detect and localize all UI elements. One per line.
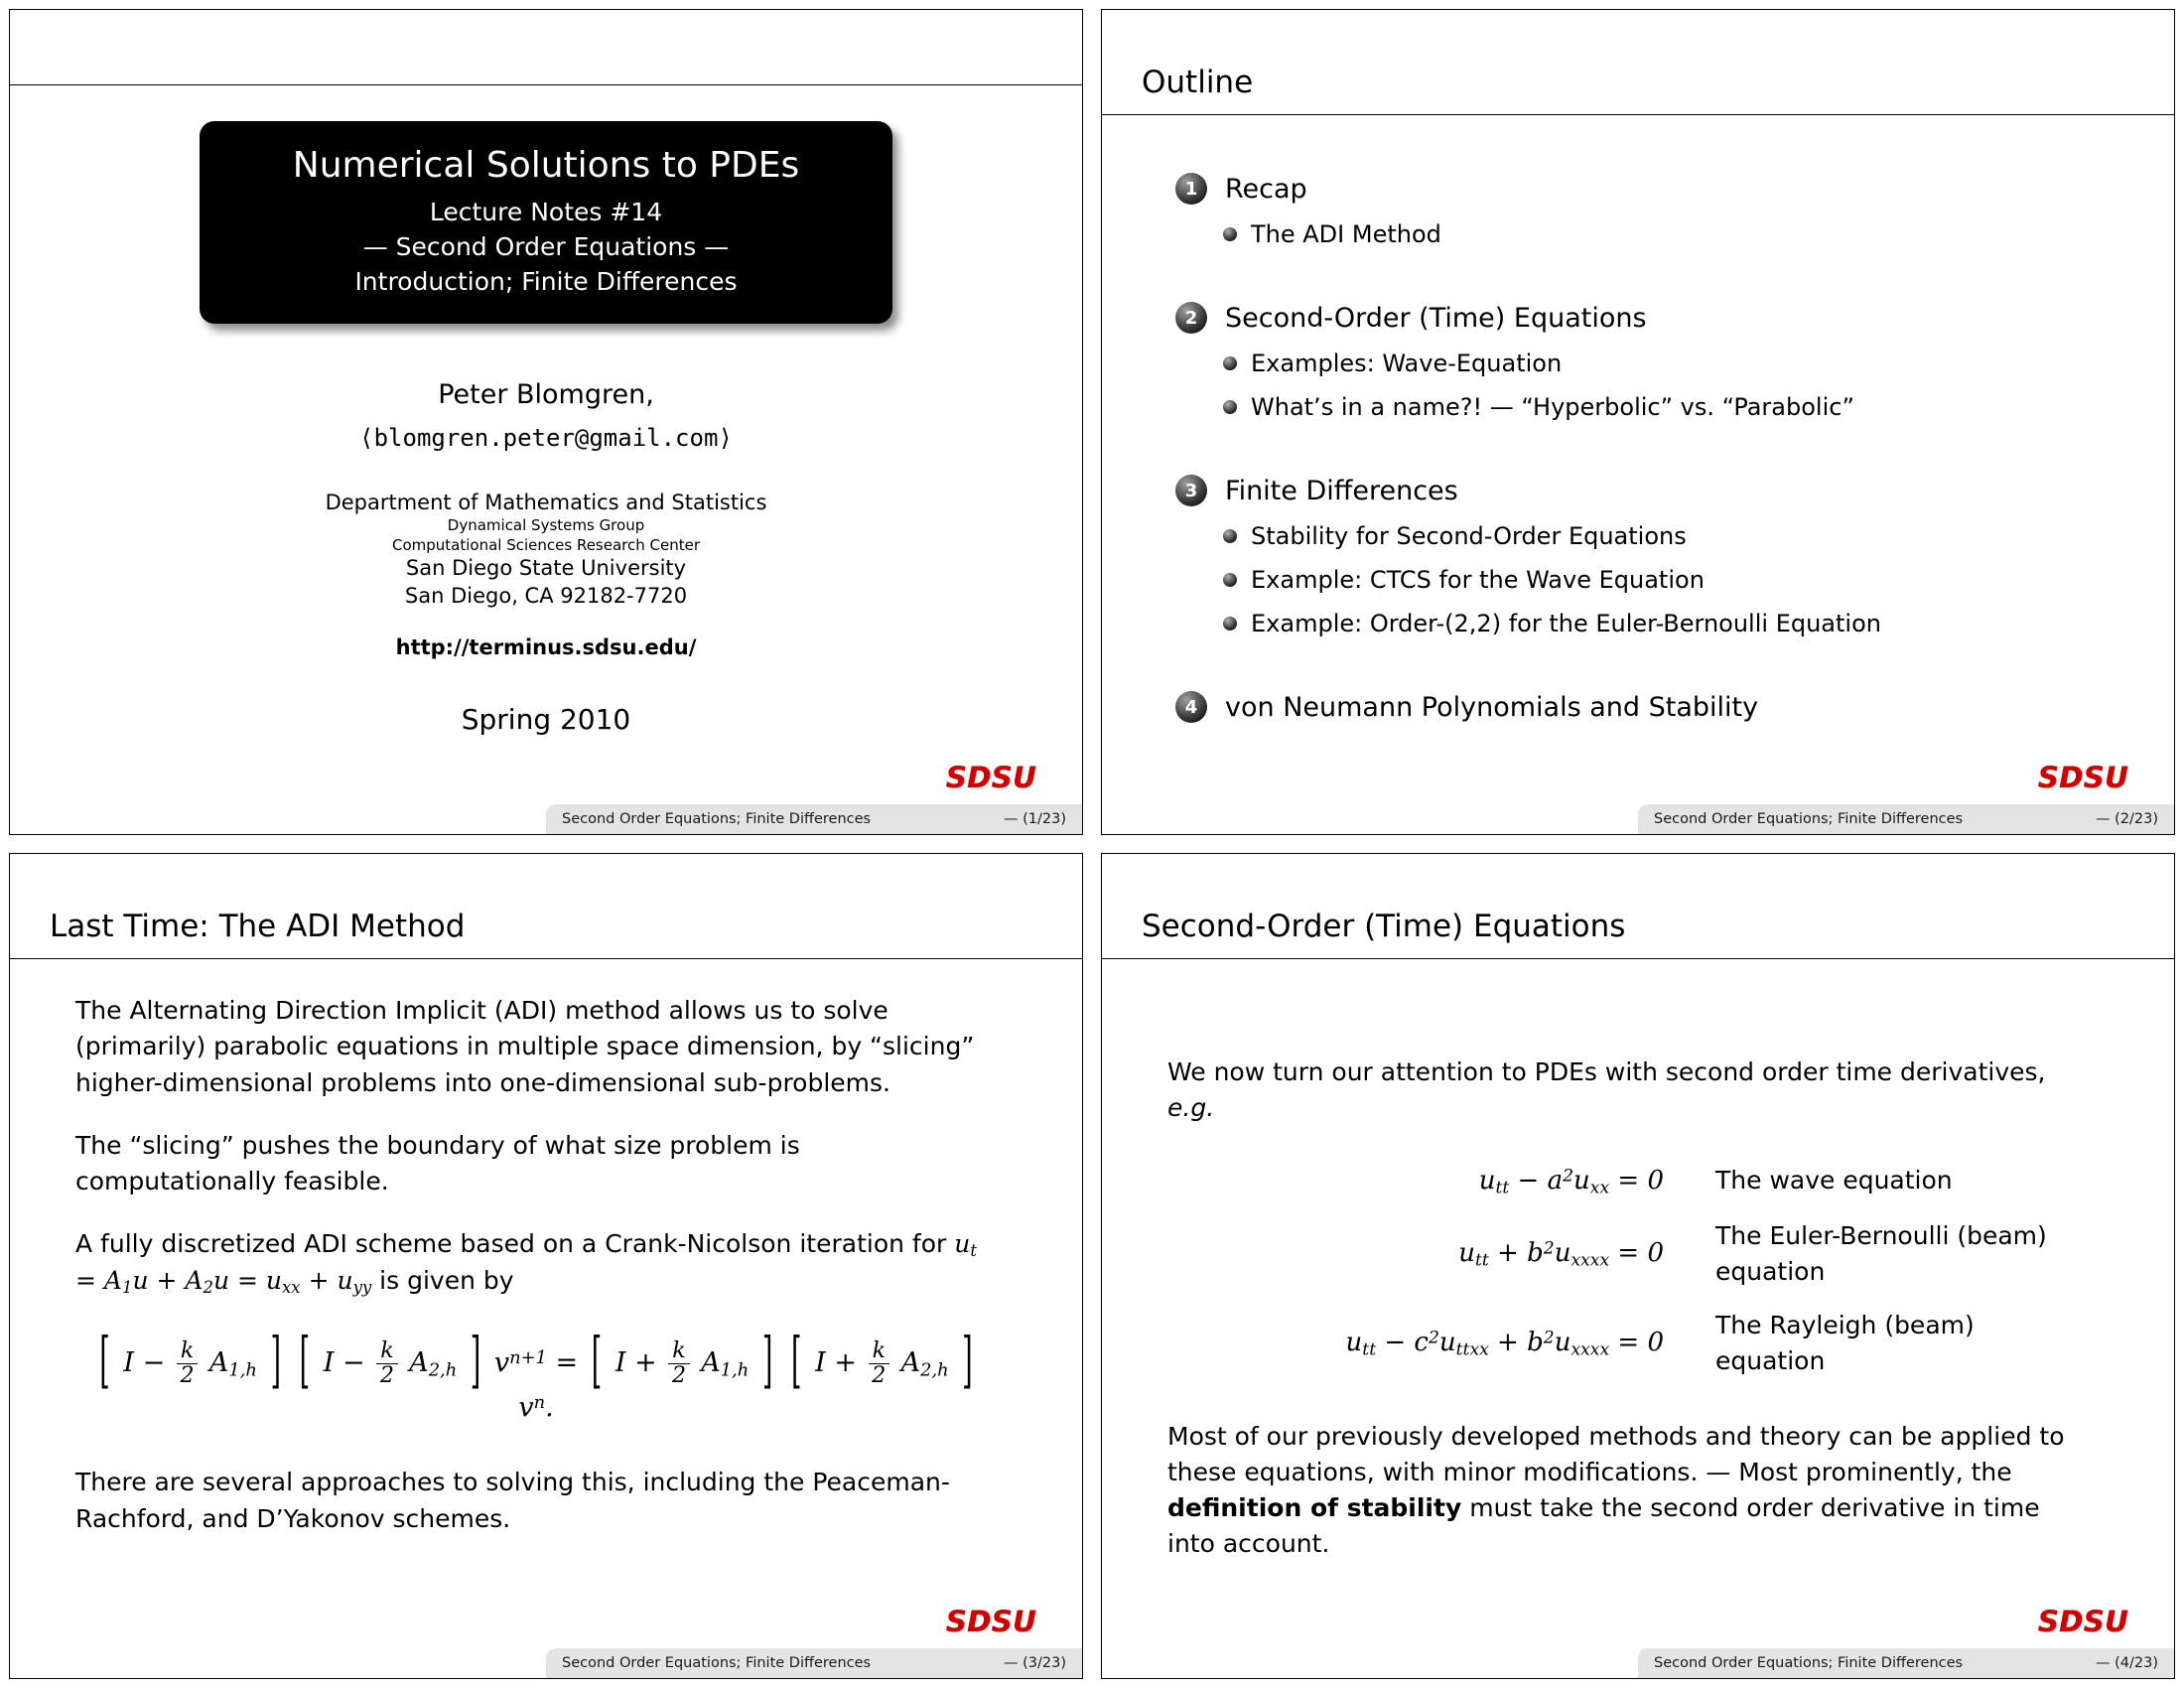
outline-subitem-label: The ADI Method [1251,220,1441,248]
affiliation-city: San Diego, CA 92182-7720 [404,583,688,608]
equation-row-wave [1197,1154,2089,1209]
adi-crank-nicolson-equation: [ I − $\frac{k}{2}$ $A_{1,h}$ ] [ I − $\frac{k}{2}$ $A_{2,h}$ ] $v^{n+1}$ = [ I + $\frac{k}{2}$ $A_{1,h}$ ] [ I + $\frac{k}{2}$ $A_{2,h}$ ] $v^n$. [99,1327,973,1424]
enumerate-ball-icon: 2 [1175,302,1207,334]
paragraph-slicing: The “slicing” pushes the boundary of what size problem is computationally feasible. [75,1130,800,1196]
slide-title: Last Time: The ADI Method [50,909,466,944]
equation-label: The Rayleigh (beam) equation [1715,1311,1975,1376]
enumerate-ball-icon: 3 [1175,475,1207,506]
slide-title: Second-Order (Time) Equations [1142,909,1626,944]
term-label: Spring 2010 [461,702,631,736]
slide-header-band [1102,10,2174,115]
outline-list [1102,115,2174,723]
outline-item-1 [1175,173,2134,205]
outline-item-label: von Neumann Polynomials and Stability [1225,691,1759,723]
footer-title: Second Order Equations; Finite Differences [562,1655,872,1671]
outline-subitem [1223,393,2134,421]
bullet-ball-icon [1223,573,1237,587]
outline-subitem [1223,610,2134,637]
slide-body [10,959,1082,1537]
footer-page-number: — (2/23) [2096,811,2158,827]
lecture-subtitle-2: — Second Order Equations — [362,232,730,261]
bullet-ball-icon [1223,356,1237,370]
bullet-ball-icon [1223,617,1237,631]
equation-label: The Euler-Bernoulli (beam) equation [1715,1220,2047,1286]
scheme-text-prefix: A fully discretized ADI scheme based on a Crank-Nicolson iteration for [75,1229,955,1259]
slide-2-outline [1101,9,2175,835]
sdsu-logo: SDSU [945,761,1036,794]
lecture-subtitle-3: Introduction; Finite Differences [354,267,738,296]
footer-page-number: — (1/23) [1004,811,1066,827]
intro-emphasis: e.g. [1167,1093,1215,1123]
footer-title: Second Order Equations; Finite Differences [1654,811,1964,827]
title-block [10,121,1082,736]
enumerate-ball-icon: 4 [1175,691,1207,723]
outline-subitem-label: Stability for Second-Order Equations [1251,522,1687,550]
paragraph-outro [1167,1419,2089,1563]
slide-footer [1638,804,2174,834]
outline-subitem-label: Example: CTCS for the Wave Equation [1251,566,1705,594]
affiliation-block [10,490,1082,610]
equation-list [1197,1154,2089,1389]
equation-math: $u_{tt} + b^2u_{xxxx} = 0$ [1458,1237,1664,1271]
bullet-ball-icon [1223,227,1237,241]
equation-math: $u_{tt} - c^2u_{ttxx} + b^2u_{xxxx} = 0$ [1345,1328,1664,1360]
outro-text-1: Most of our previously developed methods and theory can be applied to these equations, with minor modifications. — Most prominently, the [1167,1421,2065,1486]
slide-body [1102,959,2174,1563]
enumerate-ball-icon: 1 [1175,173,1207,205]
homepage-url: http://terminus.sdsu.edu/ [395,634,697,659]
outline-subitem-label: What’s in a name?! — “Hyperbolic” vs. “Parabolic” [1251,393,1854,421]
author-name: Peter Blomgren, [438,379,654,410]
equation-row-rayleigh [1197,1299,2089,1389]
outro-text-2: must take the second order derivative in time into account. [1167,1493,2040,1559]
lecture-subtitle-1: Lecture Notes #14 [429,198,663,226]
scheme-text-suffix: is given by [371,1266,514,1296]
footer-title: Second Order Equations; Finite Differences [1654,1655,1964,1671]
slide-header-band [10,854,1082,959]
affiliation-university: San Diego State University [405,556,687,581]
outline-subitem [1223,566,2134,594]
author-email: ⟨blomgren.peter@gmail.com⟩ [359,424,733,452]
lecture-title-box [200,121,892,324]
affiliation-department: Department of Mathematics and Statistics [325,491,767,514]
equation-label: The wave equation [1715,1166,1953,1196]
slide-header-band [10,10,1082,85]
paragraph-intro [1167,1055,2089,1127]
footer-page-number: — (4/23) [2096,1655,2158,1671]
outline-subitem [1223,220,2134,248]
paragraph-adi-intro: The Alternating Direction Implicit (ADI) method allows us to solve (primarily) parabolic equations in multiple space dimension, by “slicing” higher-dimensional problems into one-dimensional sub-problems. [75,996,975,1097]
slide-footer [1638,1648,2174,1678]
outro-bold-stability: definition of stability [1167,1493,1462,1523]
paragraph-scheme [75,1226,997,1300]
footer-page-number: — (3/23) [1004,1655,1066,1671]
outline-item-label: Recap [1225,173,1307,205]
outline-item-label: Finite Differences [1225,475,1458,506]
outline-subitem [1223,350,2134,377]
affiliation-group: Dynamical Systems Group [447,516,645,535]
outline-item-label: Second-Order (Time) Equations [1225,302,1647,334]
lecture-title: Numerical Solutions to PDEs [292,145,800,186]
slide-3-adi-recap [9,853,1083,1679]
slide-title: Outline [1142,65,1254,100]
inline-math-adi-operators: $u_t = A_1u + A_2u = u_{xx} + u_{yy}$ [75,1229,977,1298]
outline-item-4 [1175,691,2134,723]
sdsu-logo: SDSU [945,1605,1036,1638]
equation-row-euler-bernoulli [1197,1209,2089,1300]
affiliation-center: Computational Sciences Research Center [391,535,700,554]
bullet-ball-icon [1223,529,1237,543]
outline-subitem-label: Examples: Wave-Equation [1251,350,1563,377]
outline-item-3 [1175,475,2134,506]
bullet-ball-icon [1223,400,1237,414]
sdsu-logo: SDSU [2037,761,2128,794]
slide-header-band [1102,854,2174,959]
outline-subitem [1223,522,2134,550]
outline-item-2 [1175,302,2134,334]
equation-math: $u_{tt} - a^2u_{xx} = 0$ [1478,1165,1664,1197]
intro-text: We now turn our attention to PDEs with second order time derivatives, [1167,1057,2046,1086]
slide-footer [546,1648,1082,1678]
sdsu-logo: SDSU [2037,1605,2128,1638]
outline-subitem-label: Example: Order-(2,2) for the Euler-Bernoulli Equation [1251,610,1881,637]
slide-1-title [9,9,1083,835]
slide-4-second-order [1101,853,2175,1679]
slide-footer [546,804,1082,834]
paragraph-schemes-list: There are several approaches to solving this, including the Peaceman-Rachford, and D’Yakonov schemes. [75,1468,950,1533]
footer-title: Second Order Equations; Finite Differences [562,811,872,827]
